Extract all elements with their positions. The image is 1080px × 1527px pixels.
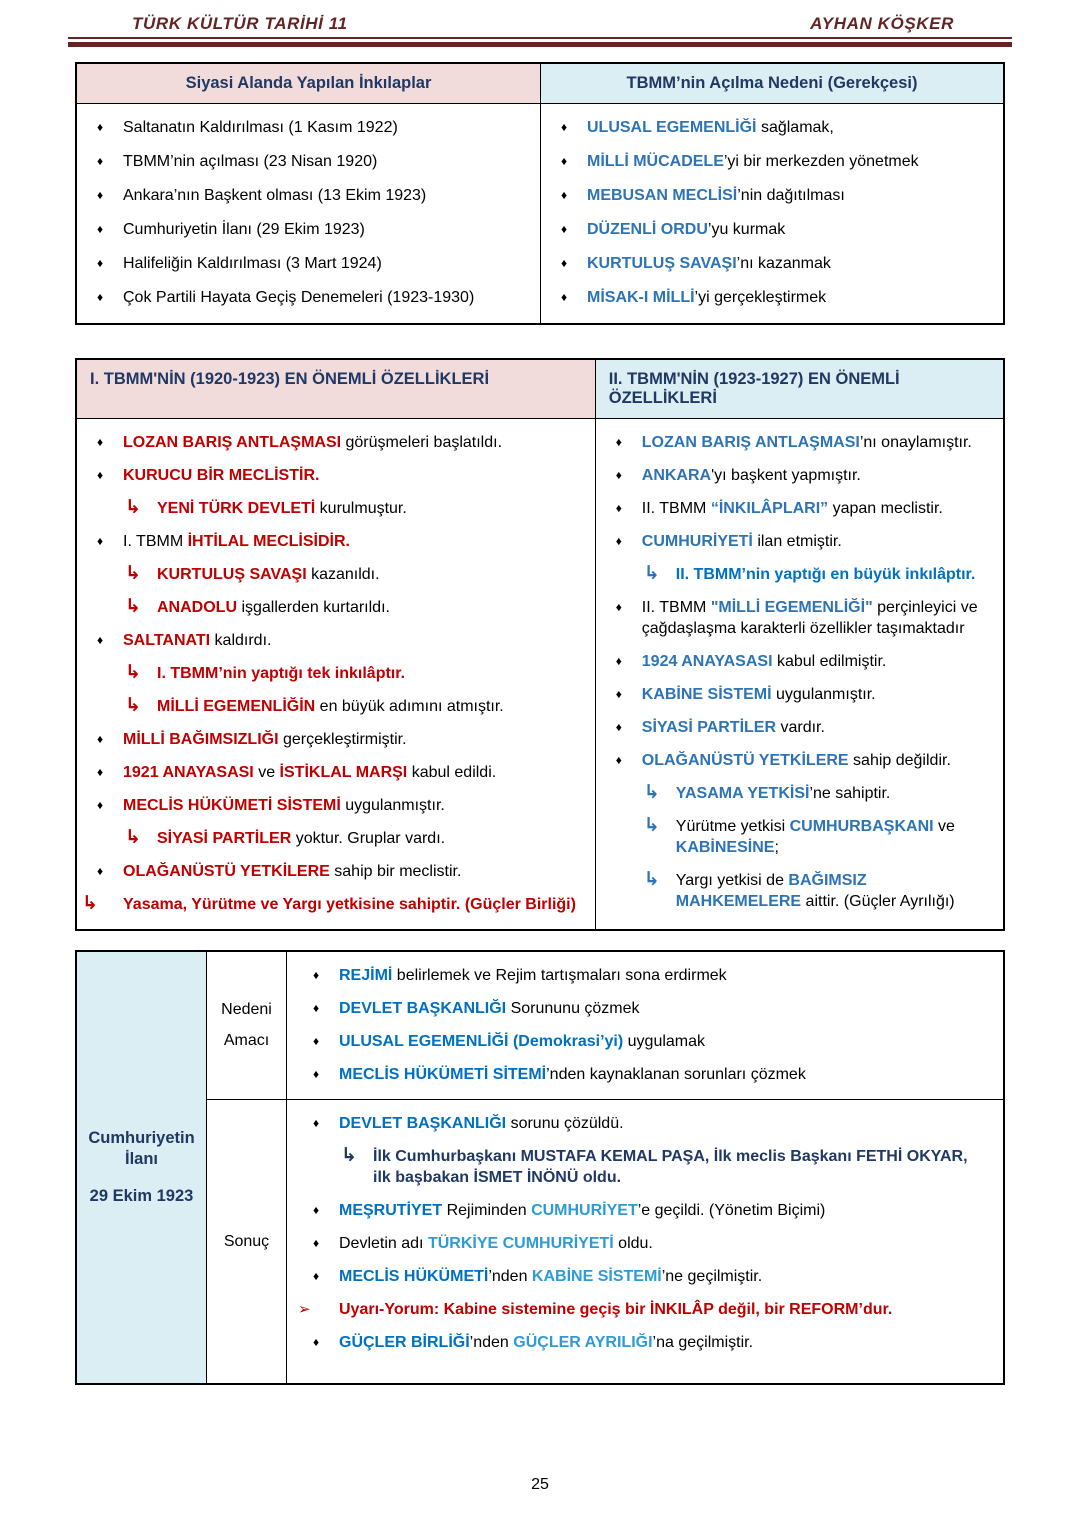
reason-purpose-row xyxy=(207,952,1003,1100)
list-item xyxy=(596,465,997,486)
list-item xyxy=(77,432,589,453)
list-item-text: Devletin adı TÜRKİYE CUMHURİYETİ oldu. xyxy=(339,1235,653,1252)
list-item xyxy=(541,185,997,206)
page-number: 25 xyxy=(531,1476,549,1493)
list-item xyxy=(596,564,997,585)
diamond-bullet-icon: ♦ xyxy=(97,154,104,168)
list-item xyxy=(596,432,997,453)
list-item-text: KURTULUŞ SAVAŞI kazanıldı. xyxy=(157,566,380,583)
table1-left-header: Siyasi Alanda Yapılan İnkılaplar xyxy=(77,64,540,103)
list-item xyxy=(596,750,997,771)
list-item-text: CUMHURİYETİ ilan etmiştir. xyxy=(641,533,842,550)
list-item xyxy=(293,1233,991,1254)
list-item xyxy=(293,1113,991,1134)
list-item-text: DÜZENLİ ORDU’yu kurmak xyxy=(587,221,786,238)
diamond-bullet-icon: ♦ xyxy=(615,654,622,668)
diamond-bullet-icon: ♦ xyxy=(97,468,104,482)
header-author: AYHAN KÖŞKER xyxy=(810,14,954,33)
list-item-text: MİLLİ MÜCADELE’yi bir merkezden yönetmek xyxy=(587,153,919,170)
list-item-text: Yasama, Yürütme ve Yargı yetkisine sahiptir. (Güçler Birliği) xyxy=(123,896,576,913)
return-arrow-icon: ↳ xyxy=(643,782,660,803)
list-item xyxy=(77,861,589,882)
list-item-text: MEŞRUTİYET Rejiminden CUMHURİYET’e geçildi. (Yönetim Biçimi) xyxy=(339,1202,826,1219)
list-item-text: YENİ TÜRK DEVLETİ kurulmuştur. xyxy=(157,500,407,517)
list-item-text: MEBUSAN MECLİSİ’nin dağıtılması xyxy=(587,187,845,204)
list-item xyxy=(596,597,997,639)
list-item xyxy=(293,1332,991,1353)
diamond-bullet-icon: ♦ xyxy=(313,968,320,982)
list-item xyxy=(77,151,534,172)
list-item xyxy=(293,998,991,1019)
return-arrow-icon: ↳ xyxy=(125,497,141,518)
list-item xyxy=(77,117,534,138)
table1-body xyxy=(77,104,1003,323)
list-item-text: LOZAN BARIŞ ANTLAŞMASI görüşmeleri başlatıldı. xyxy=(123,434,503,451)
list-item xyxy=(77,287,534,308)
list-item-text: I. TBMM’nin yaptığı tek inkılâptır. xyxy=(157,665,406,682)
list-item xyxy=(541,117,997,138)
list-item-text: ANADOLU işgallerden kurtarıldı. xyxy=(157,599,390,616)
diamond-bullet-icon: ♦ xyxy=(313,1116,320,1130)
list-item-text: ULUSAL EGEMENLİĞİ sağlamak, xyxy=(587,119,834,136)
list-item xyxy=(77,185,534,206)
list-item-text: KABİNE SİSTEMİ uygulanmıştır. xyxy=(641,686,876,703)
return-arrow-icon: ↳ xyxy=(82,893,98,914)
list-item xyxy=(596,651,997,672)
list-item xyxy=(596,717,997,738)
list-item xyxy=(596,870,997,912)
list-item xyxy=(77,531,589,552)
list-item xyxy=(77,696,589,717)
return-arrow-icon: ↳ xyxy=(125,827,141,848)
list-item-text: OLAĞANÜSTÜ YETKİLERE sahip bir meclistir. xyxy=(123,863,462,880)
diamond-bullet-icon: ♦ xyxy=(561,222,568,236)
diamond-bullet-icon: ♦ xyxy=(561,154,568,168)
reason-purpose-label-cell xyxy=(207,952,287,1099)
diamond-bullet-icon: ♦ xyxy=(97,732,104,746)
diamond-bullet-icon: ♦ xyxy=(313,1203,320,1217)
list-item-text: Halifeliğin Kaldırılması (3 Mart 1924) xyxy=(123,255,382,272)
reason-purpose-content xyxy=(287,952,1003,1099)
list-item-text: MECLİS HÜKÜMETİ SİSTEMİ uygulanmıştır. xyxy=(123,797,445,814)
result-label-cell xyxy=(207,1100,287,1383)
pointer-arrow-icon: ➢ xyxy=(298,1301,311,1318)
list-item xyxy=(596,816,997,858)
list-item-text: MİLLİ EGEMENLİĞİN en büyük adımını atmıştır. xyxy=(157,698,504,715)
list-item xyxy=(77,729,589,750)
diamond-bullet-icon: ♦ xyxy=(97,765,104,779)
list-item-text: KURTULUŞ SAVAŞI’nı kazanmak xyxy=(587,255,831,272)
list-item xyxy=(541,219,997,240)
return-arrow-icon: ↳ xyxy=(643,869,660,890)
diamond-bullet-icon: ♦ xyxy=(313,1001,320,1015)
diamond-bullet-icon: ♦ xyxy=(97,222,104,236)
list-item xyxy=(77,465,589,486)
list-item-text: MİLLİ BAĞIMSIZLIĞI gerçekleştirmiştir. xyxy=(123,731,407,748)
diamond-bullet-icon: ♦ xyxy=(313,1034,320,1048)
table2-header-row xyxy=(77,360,1003,419)
table2-right-column xyxy=(595,419,1003,929)
diamond-bullet-icon: ♦ xyxy=(97,798,104,812)
list-item-text: LOZAN BARIŞ ANTLAŞMASI’nı onaylamıştır. xyxy=(641,434,972,451)
list-item xyxy=(293,1266,991,1287)
table2-right-header: II. TBMM'NİN (1923-1927) EN ÖNEMLİ ÖZELLİKLERİ xyxy=(595,360,1003,418)
diamond-bullet-icon: ♦ xyxy=(97,290,104,304)
list-item xyxy=(77,762,589,783)
list-item xyxy=(541,253,997,274)
table2-body xyxy=(77,419,1003,929)
diamond-bullet-icon: ♦ xyxy=(615,501,622,515)
list-item xyxy=(293,1031,991,1052)
list-item xyxy=(541,287,997,308)
list-item xyxy=(77,498,589,519)
list-item-text: II. TBMM "MİLLİ EGEMENLİĞİ" perçinleyici ve çağdaşlaşma karakterli özellikler taşımaktadır xyxy=(641,599,978,637)
list-item xyxy=(293,1200,991,1221)
diamond-bullet-icon: ♦ xyxy=(615,534,622,548)
list-item xyxy=(77,630,589,651)
result-label: Sonuç xyxy=(223,1232,270,1250)
diamond-bullet-icon: ♦ xyxy=(615,687,622,701)
list-item xyxy=(77,597,589,618)
political-reforms-table xyxy=(75,62,1005,325)
list-item-text: OLAĞANÜSTÜ YETKİLERE sahip değildir. xyxy=(641,752,951,769)
table2-left-header: I. TBMM'NİN (1920-1923) EN ÖNEMLİ ÖZELLİKLERİ xyxy=(77,360,595,418)
list-item xyxy=(77,253,534,274)
list-item xyxy=(77,219,534,240)
diamond-bullet-icon: ♦ xyxy=(97,534,104,548)
list-item xyxy=(293,1299,991,1320)
diamond-bullet-icon: ♦ xyxy=(615,600,622,614)
list-item-text: MECLİS HÜKÜMETİ’nden KABİNE SİSTEMİ’ne geçilmiştir. xyxy=(339,1268,763,1285)
list-item-text: Uyarı-Yorum: Kabine sistemine geçiş bir İNKILÂP değil, bir REFORM’dur. xyxy=(339,1301,893,1318)
list-item-text: KURUCU BİR MECLİSTİR. xyxy=(123,467,320,484)
list-item-text: II. TBMM’nin yaptığı en büyük inkılâptır. xyxy=(675,566,976,583)
diamond-bullet-icon: ♦ xyxy=(561,256,568,270)
list-item xyxy=(77,894,589,915)
list-item xyxy=(77,828,589,849)
return-arrow-icon: ↳ xyxy=(125,695,141,716)
list-item xyxy=(596,783,997,804)
return-arrow-icon: ↳ xyxy=(125,596,141,617)
header-rule-divider xyxy=(68,37,1012,47)
list-item-text: GÜÇLER BİRLİĞİ’nden GÜÇLER AYRILIĞI’na geçilmiştir. xyxy=(339,1334,754,1351)
diamond-bullet-icon: ♦ xyxy=(97,188,104,202)
diamond-bullet-icon: ♦ xyxy=(313,1236,320,1250)
republic-date: 29 Ekim 1923 xyxy=(89,1187,194,1205)
diamond-bullet-icon: ♦ xyxy=(615,468,622,482)
table1-right-header: TBMM’nin Açılma Nedeni (Gerekçesi) xyxy=(540,64,1003,103)
return-arrow-icon: ↳ xyxy=(125,662,141,683)
list-item-text: I. TBMM İHTİLAL MECLİSİDİR. xyxy=(123,533,350,550)
list-item-text: DEVLET BAŞKANLIĞI Sorununu çözmek xyxy=(339,1000,640,1017)
result-row xyxy=(207,1100,1003,1383)
list-item-text: MİSAK-I MİLLİ’yi gerçekleştirmek xyxy=(587,289,827,306)
diamond-bullet-icon: ♦ xyxy=(615,753,622,767)
diamond-bullet-icon: ♦ xyxy=(313,1067,320,1081)
list-item-text: İlk Cumhurbaşkanı MUSTAFA KEMAL PAŞA, İlk meclis Başkanı FETHİ OKYAR, ilk başbakan İSMET İNÖNÜ oldu. xyxy=(373,1148,968,1186)
list-item-text: Yürütme yetkisi CUMHURBAŞKANI ve KABİNESİNE; xyxy=(675,818,955,856)
diamond-bullet-icon: ♦ xyxy=(97,864,104,878)
result-content xyxy=(287,1100,1003,1383)
list-item-text: Ankara’nın Başkent olması (13 Ekim 1923) xyxy=(123,187,427,204)
list-item-text: Saltanatın Kaldırılması (1 Kasım 1922) xyxy=(123,119,398,136)
list-item-text: 1921 ANAYASASI ve İSTİKLAL MARŞI kabul edildi. xyxy=(123,764,497,781)
diamond-bullet-icon: ♦ xyxy=(97,256,104,270)
list-item xyxy=(77,795,589,816)
diamond-bullet-icon: ♦ xyxy=(97,633,104,647)
diamond-bullet-icon: ♦ xyxy=(561,188,568,202)
list-item xyxy=(596,531,997,552)
republic-proclamation-table xyxy=(75,950,1005,1385)
list-item xyxy=(77,564,589,585)
list-item xyxy=(293,1146,991,1188)
return-arrow-icon: ↳ xyxy=(125,563,141,584)
list-item xyxy=(77,663,589,684)
diamond-bullet-icon: ♦ xyxy=(313,1335,320,1349)
list-item xyxy=(596,684,997,705)
diamond-bullet-icon: ♦ xyxy=(313,1269,320,1283)
republic-title: Cumhuriyetin İlanı xyxy=(88,1129,195,1168)
table1-right-column xyxy=(540,104,1003,323)
return-arrow-icon: ↳ xyxy=(643,815,660,836)
table2-left-column xyxy=(77,419,595,929)
list-item-text: SALTANATI kaldırdı. xyxy=(123,632,272,649)
list-item xyxy=(541,151,997,172)
diamond-bullet-icon: ♦ xyxy=(97,120,104,134)
list-item xyxy=(596,498,997,519)
list-item-text: DEVLET BAŞKANLIĞI sorunu çözüldü. xyxy=(339,1115,624,1132)
document-header xyxy=(132,14,954,34)
list-item-text: 1924 ANAYASASI kabul edilmiştir. xyxy=(641,653,887,670)
table1-left-column xyxy=(77,104,540,323)
list-item-text: ANKARA'yı başkent yapmıştır. xyxy=(641,467,861,484)
list-item xyxy=(293,1064,991,1085)
list-item-text: ULUSAL EGEMENLİĞİ (Demokrasi’yi) uygulamak xyxy=(339,1033,706,1050)
diamond-bullet-icon: ♦ xyxy=(561,120,568,134)
list-item xyxy=(293,965,991,986)
reason-label: Nedeni xyxy=(221,1001,272,1018)
list-item-text: MECLİS HÜKÜMETİ SİTEMİ’nden kaynaklanan sorunları çözmek xyxy=(339,1066,806,1083)
diamond-bullet-icon: ♦ xyxy=(97,435,104,449)
header-course-title: TÜRK KÜLTÜR TARİHİ 11 xyxy=(132,14,348,33)
list-item-text: Yargı yetkisi de BAĞIMSIZ MAHKEMELERE aittir. (Güçler Ayrılığı) xyxy=(675,872,955,910)
return-arrow-icon: ↳ xyxy=(341,1145,357,1166)
list-item-text: SİYASİ PARTİLER yoktur. Gruplar vardı. xyxy=(157,830,446,847)
purpose-label: Amacı xyxy=(223,1032,270,1049)
list-item-text: Cumhuriyetin İlanı (29 Ekim 1923) xyxy=(123,221,365,238)
list-item-text: SİYASİ PARTİLER vardır. xyxy=(641,719,825,736)
list-item-text: Çok Partili Hayata Geçiş Denemeleri (1923-1930) xyxy=(123,289,475,306)
tbmm-features-table xyxy=(75,358,1005,931)
list-item-text: REJİMİ belirlemek ve Rejim tartışmaları sona erdirmek xyxy=(339,967,727,984)
table1-header-row xyxy=(77,64,1003,104)
list-item-text: TBMM’nin açılması (23 Nisan 1920) xyxy=(123,153,378,170)
list-item-text: II. TBMM “İNKILÂPLARI” yapan meclistir. xyxy=(641,500,943,517)
return-arrow-icon: ↳ xyxy=(643,563,660,584)
republic-proclamation-rows xyxy=(207,952,1003,1383)
diamond-bullet-icon: ♦ xyxy=(561,290,568,304)
diamond-bullet-icon: ♦ xyxy=(615,435,622,449)
list-item-text: YASAMA YETKİSİ’ne sahiptir. xyxy=(675,785,891,802)
republic-proclamation-title-cell xyxy=(77,952,207,1383)
diamond-bullet-icon: ♦ xyxy=(615,720,622,734)
